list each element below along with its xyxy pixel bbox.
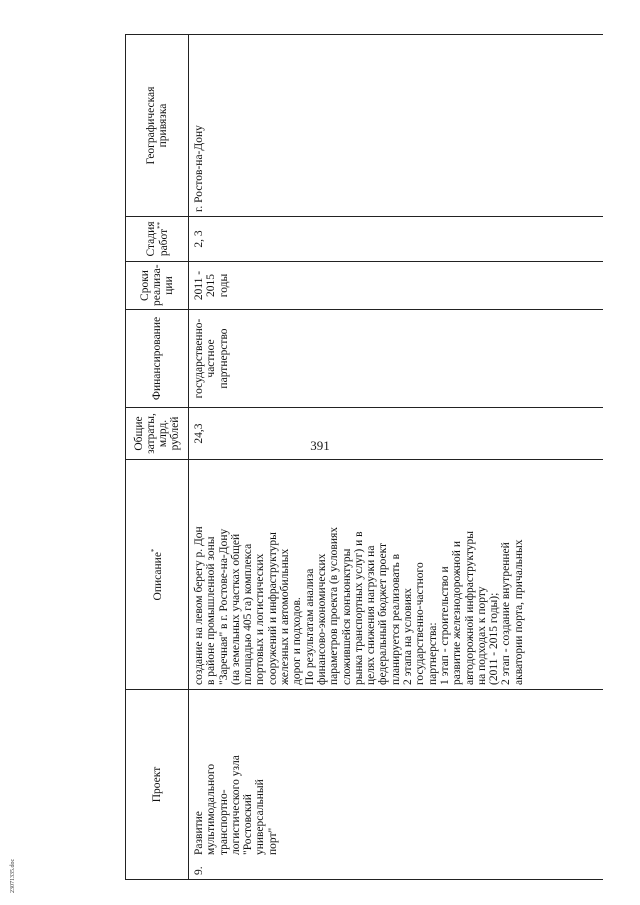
stage-footnote-mark: ** [155,221,164,229]
stage-value: 2, 3 [193,230,205,248]
header-description: Описание* [126,460,189,690]
header-term: Сроки реализа- ции [126,262,189,310]
table-row [189,35,604,880]
term-value: 2011 - 2015 годы [193,270,230,301]
geo-cell [189,35,604,217]
row-number: 9. [193,866,205,875]
header-financing: Финансирование [126,310,189,408]
page-number: 391 [310,438,330,453]
financing-value: государственно- частное партнерство [193,318,230,399]
header-project: Проект [126,690,189,880]
description-footnote-mark: * [149,548,158,553]
stage-cell [189,217,604,262]
project-cell [189,690,604,880]
header-cost: Общие затраты, млрд. рублей [126,408,189,460]
header-stage: Стадия работ** [126,217,189,262]
cost-cell [189,408,604,460]
table-header-row [126,35,189,880]
description-cell [189,460,604,690]
geo-value: г. Ростов-на-Дону [193,125,205,212]
financing-cell [189,310,604,408]
rotated-table-sheet [125,0,625,880]
description-text: создание на левом берегу р. Дон в районе промышленной зоны "Заречная" в г. Ростове-на-Дону (на земельных участках общей площадью 405 га) комплекса портовых и логистических сооружений и инфраструктуры железных и автомобильных дорог и подходов. По результатам анализа финансово-экономических параметров проекта (в условиях сложившейся конъюнктуры рынка транспортных услуг) и в целях снижения нагрузки на федеральный бюджет проект планируется реализовать в 2 этапа на условиях государственно-частного партнерства: 1 этап - строительство и развитие железнодорожной и автодорожной инфраструктуры на подходах к порту (2011 - 2015 годы); 2 этап - создание внутренней акватории порта, причальных [193,526,525,685]
document-id: 23071335.doc [10,858,16,893]
header-geo: Географическая привязка [126,35,189,217]
cost-value: 24,3 [193,423,205,444]
project-name: Развитие мультимодального транспортно- логистического узла "Ростовский универсальный порт" [193,755,279,855]
projects-table [125,34,603,880]
term-cell [189,262,604,310]
